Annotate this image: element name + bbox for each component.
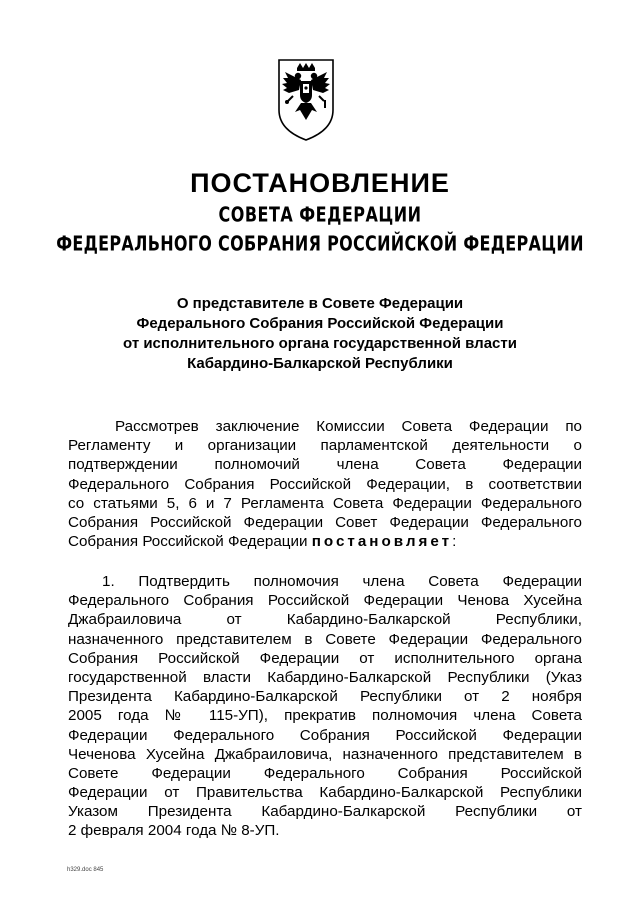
text-line: Регламенту и организации парламентской деятельности о — [68, 437, 582, 455]
text-line: Федерального Собрания Российской Федерации, в соответствии — [68, 475, 582, 493]
file-reference-footer: h329.doc 845 — [67, 867, 104, 873]
subject-line: О представителе в Совете Федерации — [176, 295, 464, 312]
issuer-line-1: СОВЕТА ФЕДЕРАЦИИ — [218, 202, 422, 227]
decree-suffix: : — [452, 533, 457, 551]
text-line: Указом Президента Кабардино-Балкарской Республики от — [68, 803, 582, 821]
document-title: ПОСТАНОВЛЕНИЕ — [190, 168, 450, 198]
issuer-line-2: ФЕДЕРАЛЬНОГО СОБРАНИЯ РОССИЙСКОЙ ФЕДЕРАЦИИ — [56, 231, 584, 256]
coat-of-arms-emblem-icon — [271, 54, 341, 146]
text-line: подтверждении полномочий члена Совета Федерации — [68, 456, 582, 474]
text-line: назначенного представителем в Совете Федерации Федерального — [68, 630, 582, 648]
text-line: Федерального Собрания Российской Федерации Ченова Хусейна — [68, 592, 582, 610]
text-line: со статьями 5, 6 и 7 Регламента Совета Федерации Федерального — [68, 494, 582, 512]
subject-heading — [0, 294, 640, 374]
text-line: 2005 года № 115-УП), прекратив полномочия члена Совета — [68, 707, 582, 725]
text-line: Собрания Российской Федерации Совет Федерации Федерального — [68, 513, 582, 531]
subject-line: от исполнительного органа государственной власти — [123, 335, 517, 352]
subject-line: Федерального Собрания Российской Федерации — [136, 315, 504, 332]
text-line: государственной власти Кабардино-Балкарской Республики (Указ — [68, 668, 582, 686]
text-line: Чеченова Хусейна Джабраиловича, назначенного представителем в — [68, 745, 582, 763]
text-line-decree — [68, 532, 582, 551]
text-fragment: Собрания Российской Федерации — [68, 533, 308, 551]
decree-word: постановляет — [311, 533, 453, 551]
text-line: 1. Подтвердить полномочия члена Совета Федерации — [102, 573, 582, 590]
text-line: Федерации от Правительства Кабардино-Балкарской Республики — [68, 784, 582, 802]
text-line: Джабраиловича от Кабардино-Балкарской Республики, — [68, 611, 582, 629]
resolution-paragraph-1 — [68, 572, 582, 841]
text-line: Совете Федерации Федерального Собрания Российской — [68, 764, 582, 782]
text-line: Собрания Российской Федерации от исполнительного органа — [68, 649, 582, 667]
text-line: 2 февраля 2004 года № 8-УП. — [68, 822, 280, 840]
subject-line: Кабардино-Балкарской Республики — [187, 355, 453, 372]
text-line: Президента Кабардино-Балкарской Республики от 2 ноября — [68, 688, 582, 706]
text-line: Федерации Федерального Собрания Российской Федерации — [68, 726, 582, 744]
preamble-paragraph — [68, 417, 582, 551]
text-line: Рассмотрев заключение Комиссии Совета Федерации по — [115, 418, 582, 435]
